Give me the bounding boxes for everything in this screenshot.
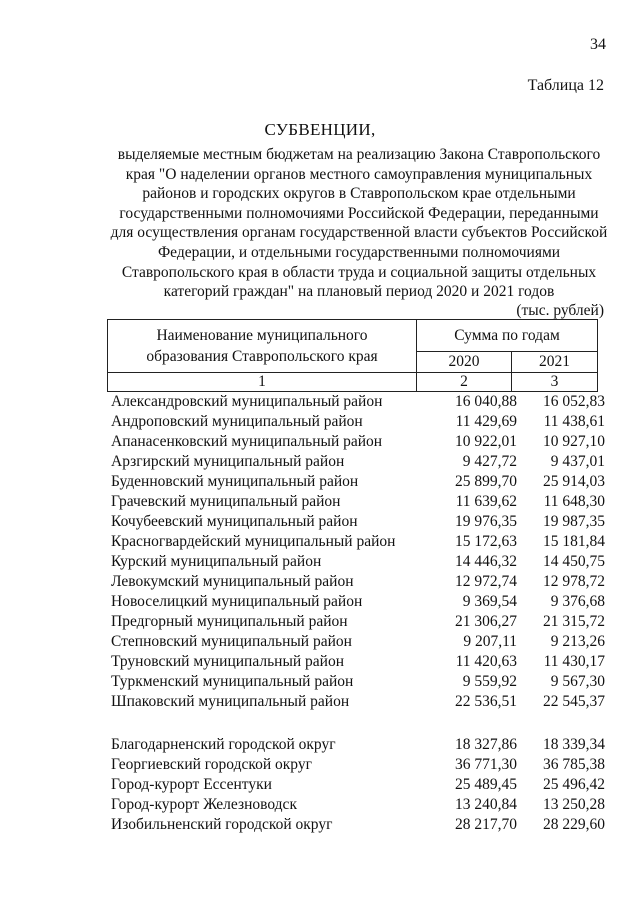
table-row — [108, 755, 608, 775]
document-subtitle — [108, 145, 610, 302]
municipality-name: Апанасенковский муниципальный район — [111, 433, 383, 450]
subtitle-line: районов и городских округов в Ставропольском крае отдельными — [142, 185, 576, 203]
table-row — [108, 672, 608, 692]
municipality-name: Город-курорт Ессентуки — [111, 776, 272, 793]
value-2020: 15 172,63 — [455, 533, 517, 550]
municipality-name: Кочубеевский муниципальный район — [111, 513, 358, 530]
municipality-name: Курский муниципальный район — [111, 553, 322, 570]
value-2021: 12 978,72 — [543, 573, 605, 590]
value-2021: 15 181,84 — [543, 533, 605, 550]
value-2020: 11 420,63 — [455, 653, 517, 670]
col-number-3: 3 — [512, 373, 598, 392]
table-row — [108, 692, 608, 712]
value-2021: 13 250,28 — [543, 796, 605, 813]
value-2021: 11 648,30 — [543, 493, 605, 510]
table-header — [107, 319, 598, 392]
table-row — [108, 815, 608, 835]
value-2021: 25 914,03 — [543, 473, 605, 490]
municipality-name: Труновский муниципальный район — [111, 653, 345, 670]
municipality-name: Туркменский муниципальный район — [111, 673, 354, 690]
value-2020: 25 489,45 — [455, 776, 517, 793]
table-row — [108, 452, 608, 472]
value-2020: 28 217,70 — [455, 816, 517, 833]
table-row — [108, 412, 608, 432]
subtitle-line: Федерации, и отдельными государственными полномочиями — [157, 243, 561, 261]
subtitle-line: выделяемые местным бюджетам на реализацию Закона Ставропольского — [117, 146, 601, 163]
table-row — [108, 735, 608, 755]
table-body — [108, 392, 608, 835]
table-row — [108, 612, 608, 632]
value-2021: 21 315,72 — [543, 613, 605, 630]
value-2020: 21 306,27 — [455, 613, 517, 630]
municipality-name: Благодарненский городской округ — [111, 736, 336, 753]
municipality-name: Изобильненский городской округ — [111, 816, 333, 833]
table-row — [108, 795, 608, 815]
value-2021: 22 545,37 — [543, 693, 605, 710]
table-label: Таблица 12 — [527, 77, 604, 94]
municipality-name: Красногвардейский муниципальный район — [111, 533, 396, 550]
value-2021: 19 987,35 — [543, 513, 605, 530]
value-2020: 9 207,11 — [463, 633, 517, 650]
table-row — [108, 632, 608, 652]
header-sum-cell: Сумма по годам — [417, 320, 598, 352]
table-row — [108, 572, 608, 592]
value-2021: 28 229,60 — [543, 816, 605, 833]
subtitle-line: края "О наделении органов местного самоуправления муниципальных — [125, 165, 593, 183]
table-row — [108, 432, 608, 452]
table-row — [108, 775, 608, 795]
table-row — [108, 652, 608, 672]
value-2020: 13 240,84 — [455, 796, 517, 813]
value-2021: 10 927,10 — [543, 433, 605, 450]
group-spacer — [108, 712, 608, 735]
col-number-1: 1 — [108, 373, 417, 392]
value-2020: 18 327,86 — [455, 736, 517, 753]
value-2021: 16 052,83 — [543, 393, 605, 410]
municipality-name: Шпаковский муниципальный район — [111, 693, 350, 710]
municipality-name: Новоселицкий муниципальный район — [111, 593, 363, 610]
municipality-name: Георгиевский городской округ — [111, 756, 312, 773]
page-number: 34 — [590, 36, 606, 53]
table-row — [108, 512, 608, 532]
document-title: СУБВЕНЦИИ, — [264, 120, 376, 139]
municipality-name: Грачевский муниципальный район — [111, 493, 341, 510]
municipality-name: Арзгирский муниципальный район — [111, 453, 345, 470]
table-row — [108, 492, 608, 512]
value-2020: 9 559,92 — [462, 673, 517, 690]
header-year-2021: 2021 — [512, 352, 598, 373]
value-2021: 11 430,17 — [543, 653, 605, 670]
table-row — [108, 592, 608, 612]
municipality-name: Предгорный муниципальный район — [111, 613, 348, 630]
value-2020: 19 976,35 — [455, 513, 517, 530]
municipality-name: Левокумский муниципальный район — [111, 573, 354, 590]
col-number-2: 2 — [417, 373, 512, 392]
municipality-name: Город-курорт Железноводск — [111, 796, 297, 813]
header-name-cell — [108, 320, 417, 373]
value-2020: 16 040,88 — [455, 393, 517, 410]
value-2020: 10 922,01 — [455, 433, 517, 450]
units-note: (тыс. рублей) — [516, 302, 604, 319]
value-2021: 9 376,68 — [550, 593, 605, 610]
header-name-line: образования Ставропольского края — [146, 348, 378, 365]
municipality-name: Буденновский муниципальный район — [111, 473, 359, 490]
municipality-name: Андроповский муниципальный район — [111, 413, 363, 430]
value-2020: 9 427,72 — [462, 453, 517, 470]
table-row — [108, 392, 608, 412]
value-2020: 12 972,74 — [455, 573, 517, 590]
value-2021: 14 450,75 — [543, 553, 605, 570]
value-2020: 11 429,69 — [455, 413, 517, 430]
subtitle-line: категорий граждан" на плановый период 2020 и 2021 годов — [163, 283, 555, 301]
header-year-2020: 2020 — [417, 352, 512, 373]
municipality-name: Степновский муниципальный район — [111, 633, 352, 650]
table-row — [108, 532, 608, 552]
subtitle-line: государственными полномочиями Российской Федерации, переданными — [119, 204, 599, 222]
value-2021: 9 213,26 — [550, 633, 605, 650]
municipality-name: Александровский муниципальный район — [111, 393, 383, 410]
value-2020: 9 369,54 — [462, 593, 517, 610]
value-2021: 18 339,34 — [543, 736, 605, 753]
value-2020: 22 536,51 — [455, 693, 517, 710]
value-2021: 9 437,01 — [550, 453, 605, 470]
subtitle-line: для осуществления органам государственной власти субъектов Российской — [110, 224, 608, 242]
value-2021: 11 438,61 — [543, 413, 605, 430]
table-row — [108, 552, 608, 572]
header-name-line: Наименование муниципального — [156, 327, 368, 344]
value-2020: 14 446,32 — [455, 553, 517, 570]
value-2020: 36 771,30 — [455, 756, 517, 773]
value-2020: 11 639,62 — [455, 493, 517, 510]
subtitle-line: Ставропольского края в области труда и социальной защиты отдельных — [121, 263, 597, 281]
value-2021: 36 785,38 — [543, 756, 605, 773]
value-2021: 25 496,42 — [543, 776, 605, 793]
table-row — [108, 472, 608, 492]
value-2021: 9 567,30 — [550, 673, 605, 690]
value-2020: 25 899,70 — [455, 473, 517, 490]
